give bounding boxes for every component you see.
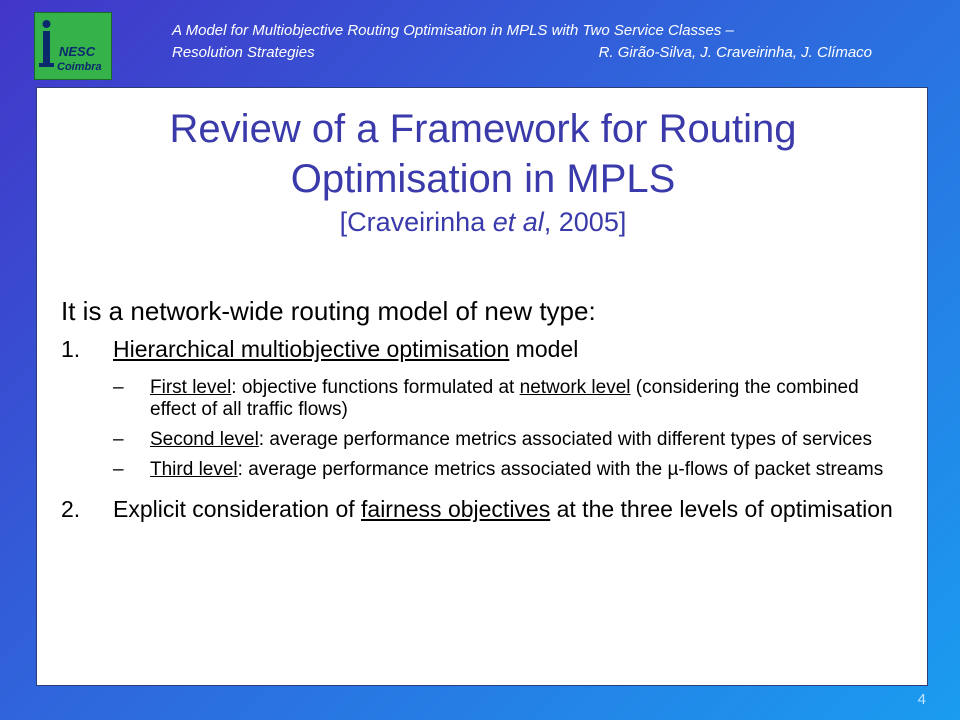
citation-open: [Craveirinha [339, 207, 493, 237]
dash-bullet: – [113, 377, 124, 398]
intro-text: It is a network-wide routing model of new type: [61, 296, 596, 326]
inesc-coimbra-logo [34, 12, 112, 80]
slide-content-panel [36, 87, 928, 686]
item-rest: model [509, 336, 579, 362]
sub-item-rest: : average performance metrics associated with different types of services [258, 429, 873, 450]
citation-et-al: et al [492, 207, 544, 237]
dash-bullet: – [113, 459, 124, 480]
title-line2: Optimisation in MPLS [290, 157, 676, 201]
sub-item-third-level [113, 459, 901, 481]
underlined-term: fairness objectives [361, 496, 551, 522]
underlined-term: First level [150, 377, 232, 398]
item-before: Explicit consideration of [113, 496, 362, 522]
citation [37, 204, 929, 240]
numbered-item-1 [61, 335, 901, 363]
sub-item-first-level [113, 377, 901, 421]
sub-item-rest: (considering the combined effect of all traffic flows) [150, 377, 859, 420]
citation-close: , 2005] [543, 207, 627, 237]
title-line1: Review of a Framework for Routing [169, 107, 797, 151]
item-number: 1. [61, 336, 81, 362]
sub-item-text [150, 377, 901, 421]
dash-bullet: – [113, 429, 124, 450]
authors: R. Girão-Silva, J. Craveirinha, J. Clímaco [598, 44, 872, 61]
sub-item-text [150, 429, 872, 451]
item-text [113, 335, 901, 363]
underlined-term: Second level [150, 429, 259, 450]
logo-text-nesc: NESC [59, 44, 96, 59]
logo-text-coimbra: Coimbra [57, 61, 102, 73]
underlined-term: network level [519, 377, 631, 398]
item-rest: at the three levels of optimisation [550, 496, 893, 522]
sub-item-middle: : objective functions formulated at [231, 377, 520, 398]
item-number: 2. [61, 496, 81, 522]
sub-item-text [150, 459, 883, 481]
talk-title-line1: A Model for Multiobjective Routing Optimisation in MPLS with Two Service Classes – [172, 22, 734, 39]
item-text [113, 495, 901, 523]
slide-title [37, 104, 929, 240]
sub-item-rest: : average performance metrics associated with the µ-flows of packet streams [237, 459, 884, 480]
underlined-term: Hierarchical multiobjective optimisation [113, 336, 510, 362]
slide-body [61, 296, 901, 523]
page-number: 4 [917, 691, 926, 708]
talk-title-line2: Resolution Strategies [172, 44, 315, 61]
numbered-item-2 [61, 495, 901, 523]
sub-item-second-level [113, 429, 901, 451]
underlined-term: Third level [150, 459, 238, 480]
